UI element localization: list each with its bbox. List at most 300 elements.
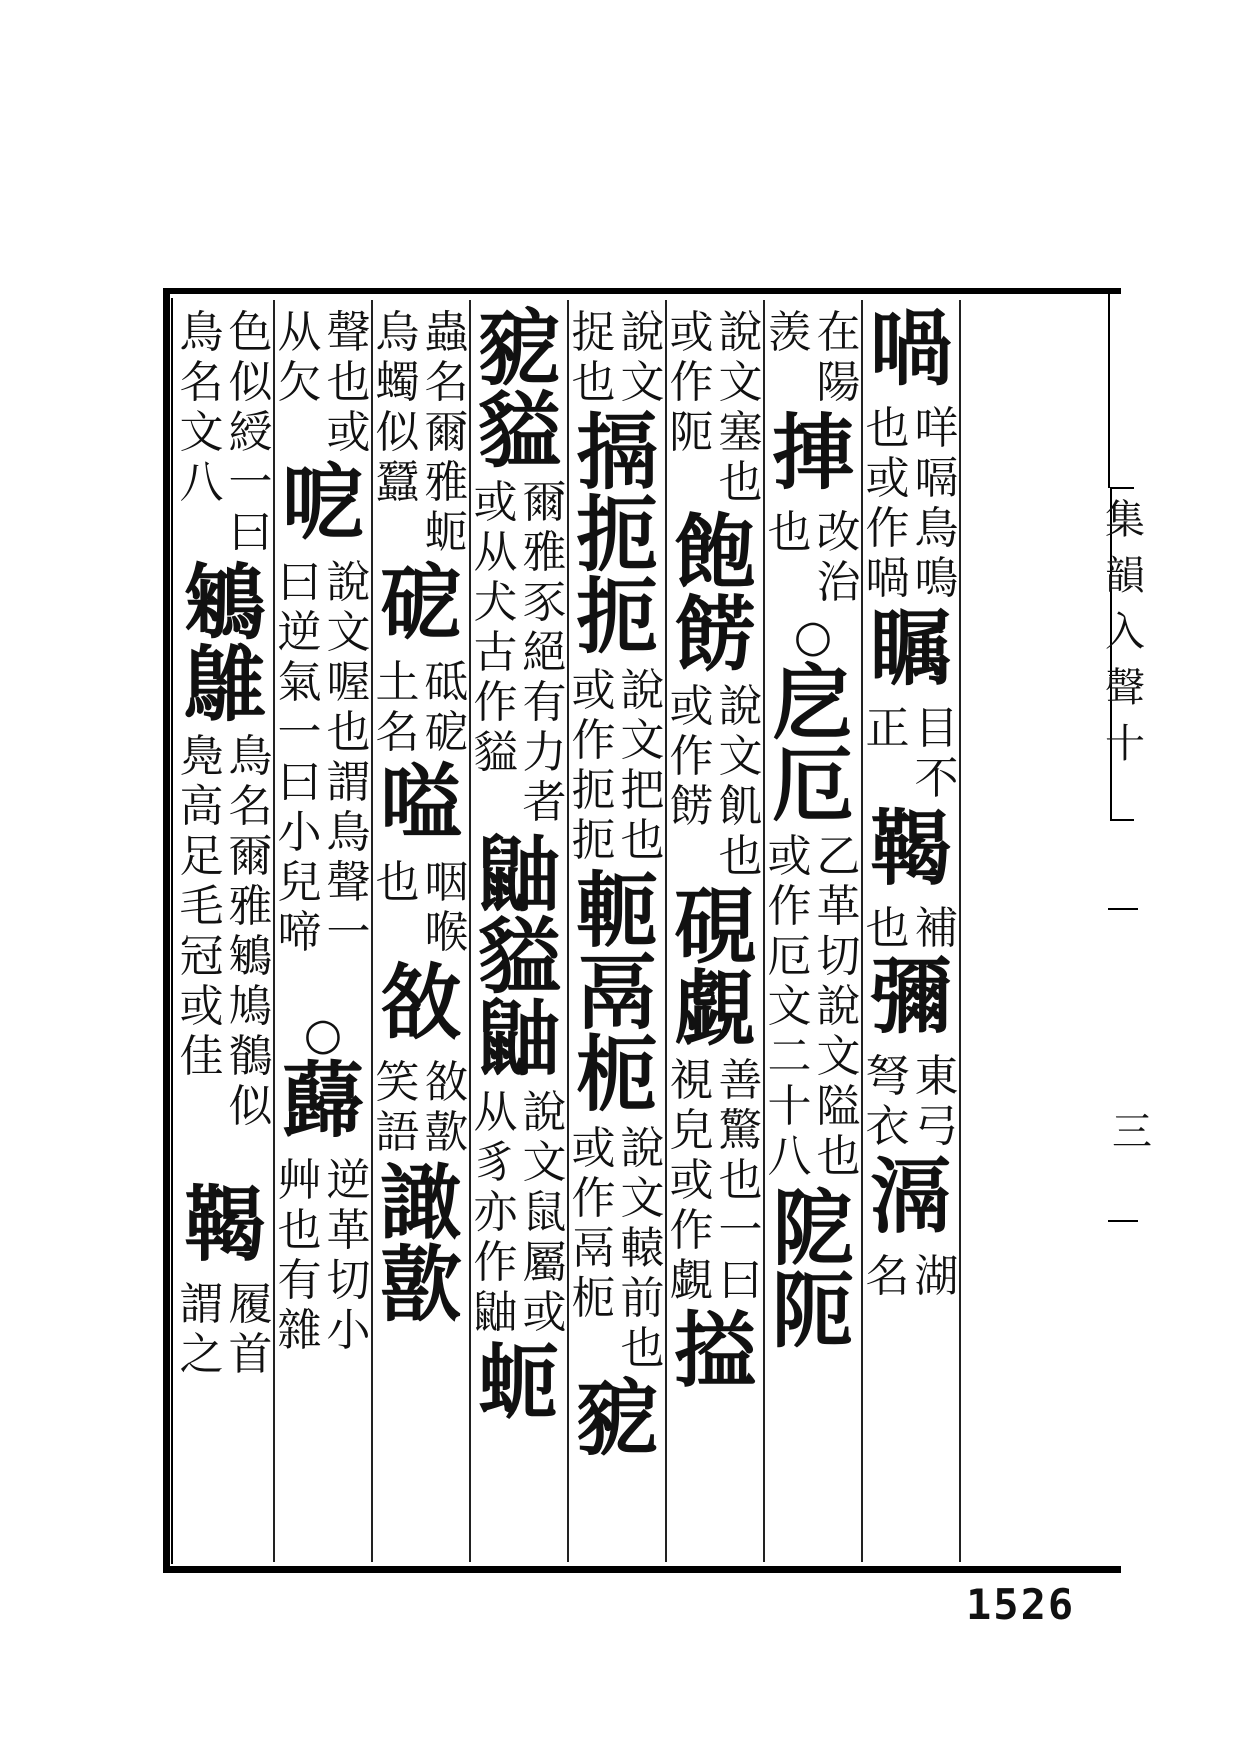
annotation-left [373,858,422,908]
glyph: 鞨 [183,1177,266,1273]
headword [275,455,371,551]
glyph: 東 [914,1051,959,1102]
glyph: 歖 [379,1237,462,1333]
annotation-left [569,666,618,866]
glyph: 作 [767,881,812,932]
annotation-left [667,308,716,458]
glyph: 革 [816,881,861,932]
glyph: 一 [277,707,322,758]
glyph: 阨 [771,1263,854,1359]
glyph: 喎 [869,301,952,397]
glyph: 一 [228,457,273,508]
glyph: 似 [228,1081,273,1132]
annotation-right [912,704,961,804]
glyph: 說 [326,557,371,608]
text-column [863,300,961,1562]
annotation-left [765,832,814,1182]
margin-lower-rule [1108,1220,1138,1222]
glyph: 搹 [575,405,658,501]
glyph: 一 [718,1205,763,1256]
glyph: 或 [326,407,371,458]
glyph: 佳 [179,1031,224,1082]
headword [863,301,959,397]
glyph: 滆 [869,1149,952,1245]
annotation-left [863,1252,912,1302]
glyph: 也 [865,903,910,954]
glyph: 者 [522,777,567,828]
glyph: 阨 [669,407,714,458]
glyph: 曰 [277,757,322,808]
glyph: 蘬 [281,1053,364,1149]
annotation-right [422,658,471,758]
glyph: 鞨 [869,801,952,897]
glyph: 作 [571,1173,616,1224]
glyph: 革 [326,1205,371,1256]
annotation-right [226,1280,275,1380]
annotation-right [618,1124,667,1374]
glyph: 首 [228,1329,273,1380]
glyph: 似 [228,357,273,408]
glyph: 也 [718,457,763,508]
glyph: 飽 [673,505,756,601]
annotation-right [716,682,765,882]
glyph: 餝 [673,587,756,683]
glyph: 弓 [914,1101,959,1152]
glyph: 兒 [277,857,322,908]
annotation-right [912,1252,961,1302]
glyph: 謂 [179,1279,224,1330]
glyph: 厄 [767,931,812,982]
headword [667,879,763,1057]
glyph: 从 [473,527,518,578]
glyph: 羡 [767,307,812,358]
headword [373,755,469,851]
glyph: 或 [473,477,518,528]
glyph: 飢 [718,781,763,832]
text-column [569,300,667,1562]
text-column [667,300,765,1562]
glyph: 冠 [179,931,224,982]
glyph: 敋 [379,955,462,1051]
glyph: 硯 [673,879,756,975]
glyph: 乙 [816,831,861,882]
page-number: 1526 [966,1580,1076,1629]
glyph: 文 [522,1137,567,1188]
headword [765,405,861,501]
glyph: 覷 [669,1255,714,1306]
glyph: 古 [473,627,518,678]
glyph: 貖 [477,909,560,1005]
glyph: 小 [326,1305,371,1356]
annotation-left [863,1052,912,1152]
glyph: 或 [179,981,224,1032]
annotation-left [275,1156,324,1356]
glyph: 也 [620,1323,665,1374]
headword [863,949,959,1045]
glyph: 也 [816,1131,861,1182]
glyph: 覷 [673,961,756,1057]
glyph: 蚅 [424,507,469,558]
glyph: 餝 [669,781,714,832]
glyph: 作 [571,715,616,766]
glyph: 豸 [473,1137,518,1188]
annotation-right [422,308,471,558]
annotation-left [471,478,520,778]
text-column [765,300,863,1562]
glyph: 艸 [277,1155,322,1206]
glyph: 嗝 [914,453,959,504]
glyph: 文 [718,357,763,408]
glyph: 瞩 [869,601,952,697]
glyph: 聲 [326,307,371,358]
glyph: 在 [816,307,861,358]
glyph: 色 [228,307,273,358]
glyph: 或 [669,307,714,358]
glyph: 前 [620,1273,665,1324]
glyph: 文 [179,407,224,458]
annotation-left [765,308,814,358]
glyph: 切 [326,1255,371,1306]
glyph: 之 [179,1329,224,1380]
glyph: 或 [865,453,910,504]
glyph: 小 [277,807,322,858]
glyph: 也 [865,403,910,454]
headword [569,1371,665,1467]
glyph: 曰 [228,507,273,558]
annotation-left [863,904,912,954]
glyph: 似 [375,407,420,458]
glyph: 也 [326,707,371,758]
glyph: 貖 [477,383,560,479]
annotation-left [863,404,912,604]
glyph: 也 [326,357,371,408]
glyph: 或 [669,681,714,732]
annotation-right [716,1056,765,1306]
glyph: 捉 [571,307,616,358]
glyph: 謂 [326,757,371,808]
annotation-right [226,308,275,558]
glyph: 文 [326,607,371,658]
glyph: 鼠 [522,1187,567,1238]
glyph: 說 [522,1087,567,1138]
glyph: 名 [865,1251,910,1302]
glyph: 隘 [816,1081,861,1132]
glyph: 喎 [865,553,910,604]
annotation-right [912,904,961,954]
glyph: 从 [473,1087,518,1138]
glyph: 作 [473,1237,518,1288]
annotation-left [373,1058,422,1158]
glyph: 也 [767,507,812,558]
glyph: 砨 [424,707,469,758]
glyph: 或 [669,1155,714,1206]
glyph: 嗌 [379,755,462,851]
glyph: 咩 [914,403,959,454]
glyph: 說 [718,307,763,358]
margin-title-char: 入 [1105,609,1145,655]
glyph: 砥 [424,657,469,708]
glyph: 鼬 [477,991,560,1087]
glyph: 枙 [575,1027,658,1123]
glyph: 也 [277,1205,322,1256]
glyph: 鶺 [228,1031,273,1082]
glyph: 切 [816,931,861,982]
glyph: 文 [620,1173,665,1224]
glyph: 敋 [424,1057,469,1108]
glyph: 咽 [424,857,469,908]
glyph: 名 [375,707,420,758]
margin-title-char: 十 [1105,721,1145,767]
glyph: 湖 [914,1251,959,1302]
glyph: 从 [277,307,322,358]
annotation-left [765,508,814,558]
glyph: 也 [718,831,763,882]
text-column [177,300,275,1562]
glyph: 譀 [379,1155,462,1251]
glyph: 鵴 [228,931,273,982]
annotation-left [569,308,618,408]
glyph: 有 [522,677,567,728]
glyph: ○ [793,611,833,662]
annotation-right [422,1058,471,1158]
glyph: 鵻 [183,637,266,733]
glyph: 正 [865,703,910,754]
glyph: 履 [228,1279,273,1330]
glyph: 鳥 [228,731,273,782]
headword [373,955,469,1051]
glyph: 烏 [375,307,420,358]
glyph: 視 [669,1055,714,1106]
glyph: 枙 [571,1273,616,1324]
glyph: 名 [424,357,469,408]
glyph: 文 [620,357,665,408]
glyph: 也 [375,857,420,908]
margin-book-title [1105,492,1145,772]
glyph: 補 [914,903,959,954]
glyph: 亦 [473,1187,518,1238]
glyph: 蚅 [477,1335,560,1431]
glyph: 文 [816,1031,861,1082]
headword [177,555,273,733]
headword [569,863,665,1123]
glyph: 戹 [771,655,854,751]
glyph: 砨 [379,555,462,651]
glyph: 二 [767,1031,812,1082]
annotation-left [275,558,324,958]
headword [177,1177,273,1273]
glyph: 鳥 [179,307,224,358]
annotation-left [177,732,226,1082]
glyph: 綬 [228,407,273,458]
annotation-right [814,308,863,408]
annotation-right [324,308,373,458]
glyph: ○ [303,1009,343,1060]
annotation-right [814,832,863,1182]
headword [863,601,959,697]
glyph: 扼 [571,765,616,816]
glyph: 鵴 [183,555,266,651]
glyph: 弩 [865,1051,910,1102]
annotation-left [471,1088,520,1338]
glyph: 豕 [522,577,567,628]
glyph: 作 [669,1205,714,1256]
headword [471,301,567,479]
annotation-left [373,308,422,508]
glyph: 力 [522,727,567,778]
glyph: 啼 [277,907,322,958]
annotation-right [716,308,765,508]
annotation-left [863,704,912,754]
glyph: 厄 [771,737,854,833]
annotation-right [520,478,569,828]
glyph: 皃 [669,1105,714,1156]
glyph: 鳧 [179,731,224,782]
headword [765,655,861,833]
glyph: 作 [669,357,714,408]
glyph: 作 [473,677,518,728]
glyph: 驚 [718,1105,763,1156]
annotation-right [912,1052,961,1152]
headword [471,827,567,1087]
glyph: 扼 [575,569,658,665]
annotation-right [618,666,667,866]
glyph: 土 [375,657,420,708]
glyph: 雜 [277,1305,322,1356]
glyph: 或 [522,1287,567,1338]
glyph: 八 [767,1131,812,1182]
glyph: 爾 [424,407,469,458]
annotation-left [373,658,422,758]
annotation-right [912,404,961,604]
glyph: 扼 [571,815,616,866]
margin-title-char: 聲 [1105,665,1145,711]
glyph: 說 [620,1123,665,1174]
glyph: 豟 [575,1371,658,1467]
glyph: 或 [767,831,812,882]
glyph: 陽 [816,357,861,408]
frame-inner-rule [171,298,173,1564]
headword [863,801,959,897]
glyph: 目 [914,703,959,754]
glyph: 鳥 [326,807,371,858]
glyph: 一 [326,907,371,958]
annotation-right [422,858,471,958]
text-column [275,300,373,1562]
margin-leaf-number: 三 [1112,1109,1152,1155]
glyph: 鼬 [473,1287,518,1338]
annotation-left [667,682,716,832]
glyph: 說 [620,307,665,358]
glyph: 曰 [277,557,322,608]
glyph: 蟲 [424,307,469,358]
glyph: 聲 [326,857,371,908]
headword [471,1335,567,1431]
headword [569,405,665,665]
glyph: 或 [571,1123,616,1174]
glyph: 雅 [522,527,567,578]
glyph: 蠶 [375,457,420,508]
glyph: 鼬 [477,827,560,923]
glyph: 把 [620,765,665,816]
glyph: 鬲 [575,945,658,1041]
glyph: 足 [179,831,224,882]
glyph: 作 [669,731,714,782]
glyph: 捙 [771,405,854,501]
glyph: 也 [620,815,665,866]
headword [373,555,469,651]
annotation-left [177,1280,226,1380]
glyph: 轅 [620,1223,665,1274]
glyph: 語 [375,1107,420,1158]
glyph: 說 [620,665,665,716]
annotation-right [814,508,863,608]
glyph: 作 [865,503,910,554]
glyph: 彌 [869,949,952,1045]
glyph: 鳩 [228,981,273,1032]
headword [863,1149,959,1245]
glyph: 衣 [865,1101,910,1152]
text-column [471,300,569,1562]
glyph: 犬 [473,577,518,628]
headword [275,1053,371,1149]
glyph: 軛 [575,863,658,959]
annotation-left [667,1056,716,1306]
glyph: 鳴 [914,553,959,604]
headword [667,1303,763,1399]
text-column [373,300,471,1562]
glyph: 八 [179,457,224,508]
glyph: 雅 [424,457,469,508]
annotation-left [177,308,226,508]
glyph: 屬 [522,1237,567,1288]
annotation-right [324,558,373,958]
glyph: 名 [179,357,224,408]
glyph: 雅 [228,881,273,932]
headword [765,1181,861,1359]
glyph: 有 [277,1255,322,1306]
glyph: 十 [767,1081,812,1132]
glyph: 喉 [424,907,469,958]
margin-fishtail-rule [1108,908,1138,910]
glyph: 也 [718,1155,763,1206]
glyph: 說 [718,681,763,732]
glyph: 呝 [281,455,364,551]
glyph: 不 [914,753,959,804]
glyph: 蠋 [375,357,420,408]
glyph: 豟 [477,301,560,397]
glyph: 曰 [718,1255,763,1306]
glyph: 說 [816,981,861,1032]
glyph: 喔 [326,657,371,708]
annotation-right [226,732,275,1132]
glyph: 高 [179,781,224,832]
margin-title-char: 韻 [1105,553,1145,599]
glyph: 欠 [277,357,322,408]
annotation-left [275,308,324,408]
headword [667,505,763,683]
annotation-right [618,308,667,408]
glyph: 搤 [673,1303,756,1399]
glyph: 文 [767,981,812,1032]
glyph: 扼 [575,487,658,583]
glyph: 鬲 [571,1223,616,1274]
margin-rule [1108,288,1110,488]
glyph: 或 [571,665,616,716]
glyph: 文 [620,715,665,766]
headword [373,1155,469,1333]
glyph: 爾 [522,477,567,528]
glyph: 笑 [375,1057,420,1108]
